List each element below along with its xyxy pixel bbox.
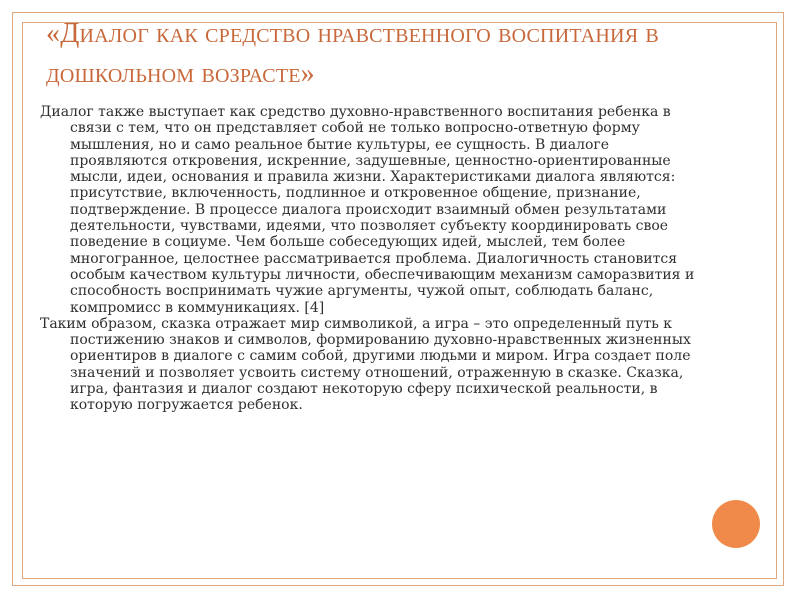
- inner-frame-left: [22, 22, 23, 578]
- decorative-circle: [712, 500, 760, 548]
- inner-frame-bottom: [22, 578, 777, 579]
- slide-body: [40, 104, 700, 414]
- slide-title: «Диалог как средство нравственного воспитания в дошкольном возрасте»: [46, 18, 659, 89]
- body-paragraph-1: Диалог также выступает как средство духовно-нравственного воспитания ребенка в связи с тем, что он представляет собой не только вопросно-ответную форму мышления, но и само реальное бытие культуры, ее сущность. В диалоге проявляются откровения, искренние, задушевные, ценностно-ориентированные мысли, идеи, основания и правила жизни. Характеристиками диалога являются: присутствие, включенность, подлинное и откровенное общение, признание, подтверждение. В процессе диалога происходит взаимный обмен результатами деятельности, чувствами, идеями, что позволяет субъекту координировать свое поведение в социуме. Чем больше собеседующих идей, мыслей, тем более многогранное, целостнее рассматривается проблема. Диалогичность становится особым качеством культуры личности, обеспечивающим механизм саморазвития и способность воспринимать чужие аргументы, чужой опыт, соблюдать баланс, компромисс в коммуникациях. [4]: [40, 104, 695, 316]
- body-paragraph-2: Таким образом, сказка отражает мир символикой, а игра – это определенный путь к постижению знаков и символов, формированию духовно-нравственных жизненных ориентиров в диалоге с самим собой, другими людьми и миром. Игра создает поле значений и позволяет усвоить систему отношений, отраженную в сказке. Сказка, игра, фантазия и диалог создают некоторую сферу психической реальности, в которую погружается ребенок.: [40, 315, 691, 414]
- inner-frame-right: [776, 22, 777, 578]
